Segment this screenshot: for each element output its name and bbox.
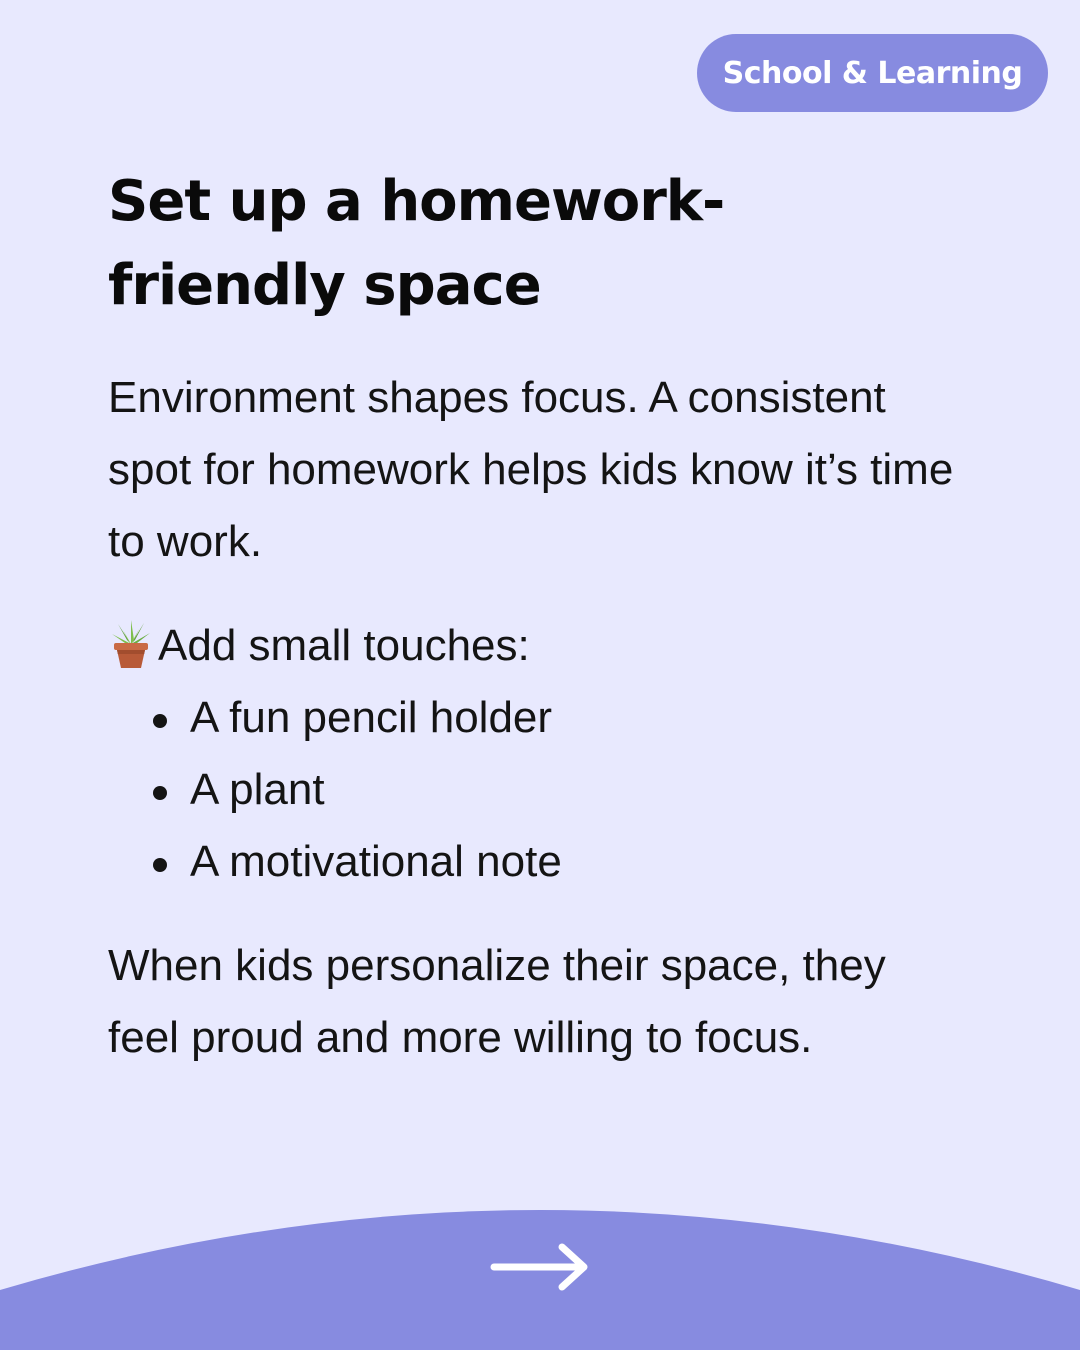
- list-item: [108, 826, 958, 898]
- body-content: [108, 362, 958, 1074]
- list-item-text: A plant: [190, 765, 325, 814]
- right-arrow-icon: [488, 1239, 592, 1295]
- list-item-text: A motivational note: [190, 837, 562, 886]
- page-title: [108, 160, 788, 328]
- bullet-icon: [153, 786, 167, 800]
- touches-heading: [108, 610, 958, 682]
- category-tag: School & Learning: [697, 34, 1048, 112]
- bullet-icon: [153, 858, 167, 872]
- touches-list: [108, 682, 958, 898]
- title-line-1: Set up a homework-: [108, 169, 725, 234]
- closing-paragraph: When kids personalize their space, they feel proud and more willing to focus.: [108, 941, 886, 1062]
- list-item: [108, 682, 958, 754]
- list-item-text: A fun pencil holder: [190, 693, 553, 742]
- bullet-icon: [153, 714, 167, 728]
- touches-label: Add small touches:: [158, 621, 530, 670]
- intro-paragraph: Environment shapes focus. A consistent spot for homework helps kids know it’s time to work.: [108, 373, 954, 566]
- potted-plant-icon: [108, 618, 154, 670]
- title-line-2: friendly space: [108, 253, 541, 318]
- next-button[interactable]: [480, 1235, 600, 1299]
- list-item: [108, 754, 958, 826]
